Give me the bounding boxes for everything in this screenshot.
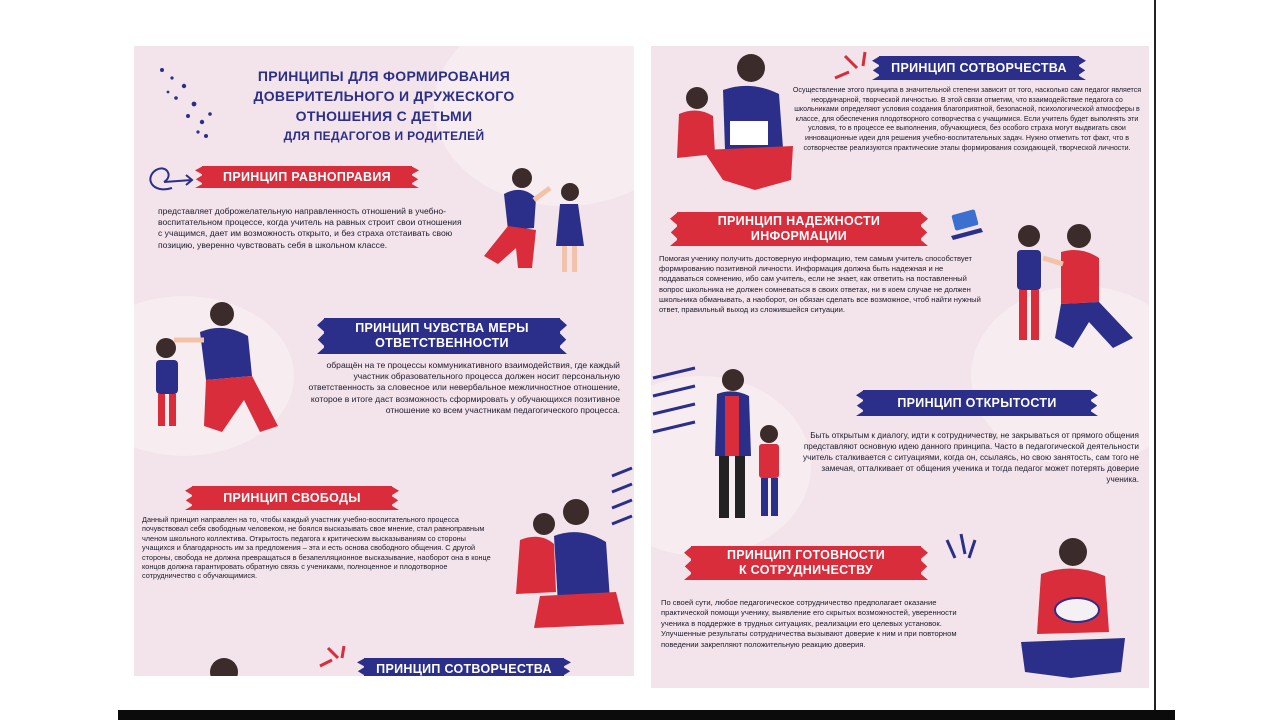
teacher-standing-with-boy-illustration	[703, 366, 793, 526]
heading-cocreation-principle: ПРИНЦИП СОТВОРЧЕСТВА	[879, 56, 1079, 80]
page-divider-line	[1154, 0, 1156, 710]
openness-principle-text: Быть открытым к диалогу, идти к сотрудничеству, не закрываться от прямого общения представляют основную идею данного принципа. Часто в педагогической деятельности учитель сталкивается с ситуациями, когда он, ссылаясь, но свою занятость, сам того не замечая, отталкивает от общения ученика и тогда педагог может потерять доверие ученика.	[803, 431, 1139, 484]
laptop-icon	[947, 206, 987, 246]
heading-openness-principle: ПРИНЦИП ОТКРЫТОСТИ	[863, 390, 1091, 416]
stripe-marks-decoration	[610, 466, 634, 526]
heading-equality-principle: ПРИНЦИП РАВНОПРАВИЯ	[202, 166, 412, 188]
freedom-principle-text: Данный принцип направлен на то, чтобы каждый участник учебно-воспитательного процесса почувствовал себя свободным человеком, не боялся высказывать свое мнение, стал равноправным членом школьного коллектива. Открытость педагога к критическим высказываниям со стороны учащихся и благодарность им за предложения – эта и есть основа свободного общения. С другой стороны, свобода не должна превращаться в безапелляционное высказывание, наоборот она в конце концов должна гарантировать обратную связь с учениками, полноценное и плодотворное сотрудничество с обучающимися.	[142, 515, 491, 581]
sparkle-lines-decoration	[829, 48, 873, 84]
cocreation-principle-text: Осуществление этого принципа в значительной степени зависит от того, насколько сам педагог является неординарной, творческой личностью. В этой связи отметим, что взаимодействие педагога со школьниками определяют условия создания благоприятной, безопасной, психологической атмосферы в классе, для обеспечения плодотворного сотворчества с учащимися. Если учитель будет выполнять эти условия, то в процессе ее выполнения, обучающиеся, без особого страха могут выдвигать свои инновационные идеи для решения учебно-воспитательных задач. Нужно отметить тот факт, что в сотворчестве реализуются практические этапы формирования созидающей, творческой личности.	[792, 86, 1142, 152]
teacher-kneeling-with-boy-illustration	[1003, 218, 1149, 358]
bottom-black-bar	[118, 710, 1175, 720]
heading-information-reliability-principle: ПРИНЦИП НАДЕЖНОСТИ ИНФОРМАЦИИ	[677, 212, 921, 246]
cooperation-readiness-principle-text: По своей сути, любое педагогическое сотрудничество предполагает оказание практической помощи ученику, выявление его скрытых возможностей, уверенности ученика в поддержке в трудных ситуациях, реализации его целевых установок. Улучшенные результаты сотрудничества вызывают доверие к ним и при повторном поведении закрепляют положительную реакцию доверия.	[661, 598, 957, 649]
sparkle-lines-decoration	[941, 530, 985, 574]
stripe-marks-decoration	[651, 366, 701, 446]
poster-title: ПРИНЦИПЫ ДЛЯ ФОРМИРОВАНИЯ ДОВЕРИТЕЛЬНОГО И ДРУЖЕСКОГО ОТНОШЕНИЯ С ДЕТЬМИ ДЛЯ ПЕДАГОГОВ И РОДИТЕЛЕЙ	[253, 68, 515, 143]
heading-freedom-principle: ПРИНЦИП СВОБОДЫ	[192, 486, 392, 510]
responsibility-principle-text: обращён на те процессы коммуникативного взаимодействия, где каждый участник образовательного процесса должен носит персональную ответственность за словесное или невербальное межличностное отношение, которое в итоге даст возможность сформировать у обучающихся позитивное отношение ко всем участникам педагогического процесса.	[308, 360, 620, 415]
right-poster-page	[651, 46, 1149, 688]
heading-responsibility-principle: ПРИНЦИП ЧУВСТВА МЕРЫ ОТВЕТСТВЕННОСТИ	[324, 318, 560, 354]
information-reliability-principle-text: Помогая ученику получить достоверную информацию, тем самым учитель способствует формированию позитивной личности. Информация должна быть надежная и не поддаваться сомнению, ибо сам учитель, если не знает, как ответить на поставленный вопрос школьника не должен сомневаться в своих ответах, ни в коем случае не должен школьника обманывать, а наоборот, он обязан сделать все возможное, чтоб найти нужный ответ, правильный выход из сложившейся ситуации.	[659, 254, 981, 315]
parent-holding-baby-illustration	[1001, 532, 1141, 682]
teacher-kneeling-with-girl-illustration	[474, 164, 609, 284]
teacher-reading-with-girl-illustration	[663, 50, 803, 200]
left-poster-page	[134, 46, 634, 676]
equality-principle-text: представляет доброжелательную направленность отношений в учебно-воспитательном процессе, когда учитель на равных строит свои отношения с учащимся, дает им возможность открыто, и без страха отстаивать свою позицию, уверенно чувствовать себя в школьном классе.	[158, 206, 462, 250]
heading-cooperation-readiness-principle: ПРИНЦИП ГОТОВНОСТИ К СОТРУДНИЧЕСТВУ	[691, 546, 921, 580]
sparkle-lines-decoration	[314, 642, 354, 672]
swirl-arrow-decoration	[142, 158, 202, 198]
teacher-with-boy-illustration	[144, 296, 294, 446]
figure-head-partial-illustration	[204, 652, 244, 676]
heading-cocreation-principle-partial: ПРИНЦИП СОТВОРЧЕСТВА	[364, 658, 564, 676]
